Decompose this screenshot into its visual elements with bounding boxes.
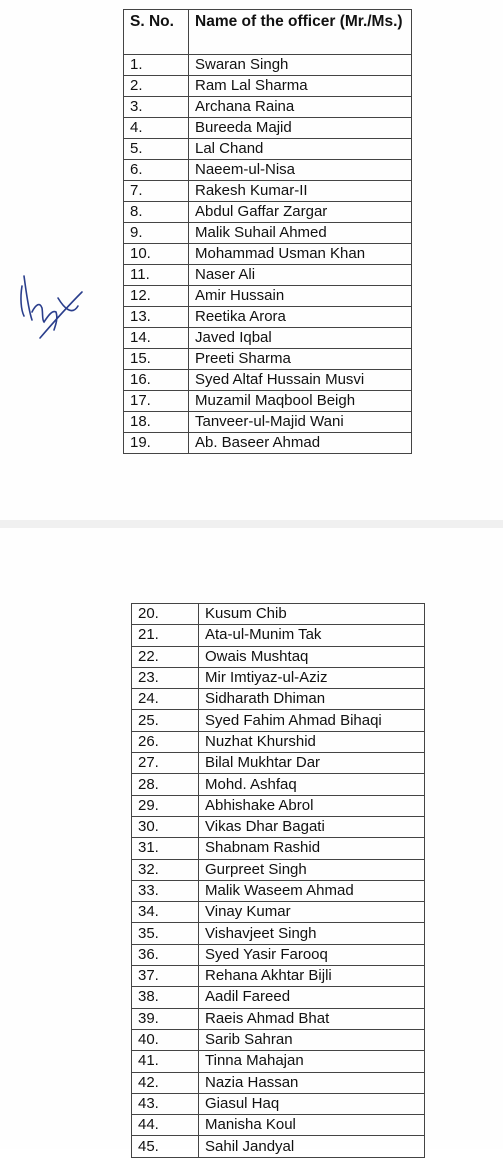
officer-name-cell: Muzamil Maqbool Beigh — [189, 391, 412, 412]
serial-number-cell: 19. — [124, 433, 189, 454]
officer-name-cell: Abdul Gaffar Zargar — [189, 202, 412, 223]
officer-name-cell: Mir Imtiyaz-ul-Aziz — [199, 667, 425, 688]
serial-number-cell: 5. — [124, 139, 189, 160]
officer-name-cell: Syed Yasir Farooq — [199, 944, 425, 965]
serial-number-cell: 9. — [124, 223, 189, 244]
page-separator — [0, 520, 503, 528]
officer-name-cell: Preeti Sharma — [189, 349, 412, 370]
document-page-1 — [0, 0, 503, 520]
officer-name-cell: Vinay Kumar — [199, 902, 425, 923]
table-row — [132, 1029, 425, 1050]
serial-number-cell: 34. — [132, 902, 199, 923]
officer-name-cell: Ata-ul-Munim Tak — [199, 625, 425, 646]
officer-name-cell: Vishavjeet Singh — [199, 923, 425, 944]
table-row — [132, 646, 425, 667]
serial-number-cell: 41. — [132, 1051, 199, 1072]
serial-number-cell: 21. — [132, 625, 199, 646]
serial-number-cell: 30. — [132, 816, 199, 837]
table-row — [124, 412, 412, 433]
table-row — [132, 604, 425, 625]
serial-number-cell: 42. — [132, 1072, 199, 1093]
officer-name-cell: Malik Waseem Ahmad — [199, 880, 425, 901]
officer-name-cell: Swaran Singh — [189, 55, 412, 76]
serial-number-cell: 17. — [124, 391, 189, 412]
officer-name-cell: Rehana Akhtar Bijli — [199, 966, 425, 987]
table-row — [132, 625, 425, 646]
serial-number-cell: 8. — [124, 202, 189, 223]
table-row — [132, 1093, 425, 1114]
serial-number-cell: 23. — [132, 667, 199, 688]
officer-name-cell: Archana Raina — [189, 97, 412, 118]
serial-number-cell: 6. — [124, 160, 189, 181]
table-row — [132, 795, 425, 816]
table-row — [132, 710, 425, 731]
officers-table-part-2 — [131, 603, 425, 1158]
table-row — [132, 923, 425, 944]
officer-name-cell: Rakesh Kumar-II — [189, 181, 412, 202]
table-row — [132, 838, 425, 859]
officer-name-cell: Gurpreet Singh — [199, 859, 425, 880]
table-row — [124, 76, 412, 97]
serial-number-cell: 44. — [132, 1115, 199, 1136]
serial-number-cell: 10. — [124, 244, 189, 265]
officer-name-cell: Bureeda Majid — [189, 118, 412, 139]
table-row — [124, 391, 412, 412]
table-row — [124, 349, 412, 370]
serial-number-cell: 39. — [132, 1008, 199, 1029]
serial-number-cell: 32. — [132, 859, 199, 880]
officer-name-cell: Amir Hussain — [189, 286, 412, 307]
serial-number-cell: 24. — [132, 689, 199, 710]
officer-name-cell: Nuzhat Khurshid — [199, 731, 425, 752]
table-row — [132, 859, 425, 880]
officer-name-cell: Ram Lal Sharma — [189, 76, 412, 97]
serial-number-cell: 28. — [132, 774, 199, 795]
table-row — [124, 181, 412, 202]
officer-name-cell: Owais Mushtaq — [199, 646, 425, 667]
serial-number-cell: 43. — [132, 1093, 199, 1114]
officer-name-cell: Bilal Mukhtar Dar — [199, 753, 425, 774]
officer-name-cell: Javed Iqbal — [189, 328, 412, 349]
table-row — [132, 774, 425, 795]
serial-number-cell: 37. — [132, 966, 199, 987]
table-row — [132, 753, 425, 774]
table-row — [132, 1115, 425, 1136]
officer-name-cell: Nazia Hassan — [199, 1072, 425, 1093]
serial-number-cell: 38. — [132, 987, 199, 1008]
officer-name-cell: Sidharath Dhiman — [199, 689, 425, 710]
table-row — [132, 731, 425, 752]
table-row — [124, 223, 412, 244]
serial-number-cell: 25. — [132, 710, 199, 731]
table-header-row — [124, 10, 412, 55]
serial-number-cell: 11. — [124, 265, 189, 286]
officer-name-header: Name of the officer (Mr./Ms.) — [189, 10, 412, 55]
table-row — [124, 118, 412, 139]
serial-number-cell: 14. — [124, 328, 189, 349]
officer-name-cell: Sarib Sahran — [199, 1029, 425, 1050]
officer-name-cell: Syed Fahim Ahmad Bihaqi — [199, 710, 425, 731]
serial-number-cell: 7. — [124, 181, 189, 202]
serial-number-cell: 2. — [124, 76, 189, 97]
table-row — [132, 667, 425, 688]
serial-number-cell: 3. — [124, 97, 189, 118]
table-row — [124, 139, 412, 160]
officer-name-cell: Shabnam Rashid — [199, 838, 425, 859]
officer-name-cell: Mohammad Usman Khan — [189, 244, 412, 265]
officer-name-cell: Sahil Jandyal — [199, 1136, 425, 1157]
serial-number-cell: 15. — [124, 349, 189, 370]
serial-number-cell: 33. — [132, 880, 199, 901]
table-row — [132, 944, 425, 965]
serial-number-cell: 40. — [132, 1029, 199, 1050]
table-row — [124, 244, 412, 265]
table-row — [132, 1008, 425, 1029]
table-row — [132, 987, 425, 1008]
table-row — [132, 816, 425, 837]
document-page-2 — [0, 528, 503, 1155]
table-row — [132, 880, 425, 901]
officer-name-cell: Malik Suhail Ahmed — [189, 223, 412, 244]
serial-number-cell: 36. — [132, 944, 199, 965]
table-row — [132, 966, 425, 987]
officer-name-cell: Tanveer-ul-Majid Wani — [189, 412, 412, 433]
serial-number-cell: 31. — [132, 838, 199, 859]
officer-name-cell: Naeem-ul-Nisa — [189, 160, 412, 181]
officers-table-part-1 — [123, 9, 412, 454]
table-row — [124, 433, 412, 454]
officer-name-cell: Kusum Chib — [199, 604, 425, 625]
officer-name-cell: Giasul Haq — [199, 1093, 425, 1114]
table-row — [132, 689, 425, 710]
table-row — [124, 202, 412, 223]
serial-number-cell: 13. — [124, 307, 189, 328]
serial-number-cell: 1. — [124, 55, 189, 76]
table-row — [124, 307, 412, 328]
serial-number-cell: 4. — [124, 118, 189, 139]
sno-header: S. No. — [124, 10, 189, 55]
table-row — [124, 370, 412, 391]
serial-number-cell: 12. — [124, 286, 189, 307]
officer-name-cell: Vikas Dhar Bagati — [199, 816, 425, 837]
officer-name-cell: Mohd. Ashfaq — [199, 774, 425, 795]
table-row — [132, 1051, 425, 1072]
serial-number-cell: 20. — [132, 604, 199, 625]
officer-name-cell: Manisha Koul — [199, 1115, 425, 1136]
officer-name-cell: Raeis Ahmad Bhat — [199, 1008, 425, 1029]
table-row — [132, 902, 425, 923]
serial-number-cell: 18. — [124, 412, 189, 433]
serial-number-cell: 27. — [132, 753, 199, 774]
table-row — [124, 97, 412, 118]
officer-name-cell: Reetika Arora — [189, 307, 412, 328]
serial-number-cell: 26. — [132, 731, 199, 752]
serial-number-cell: 35. — [132, 923, 199, 944]
table-row — [124, 328, 412, 349]
officer-name-cell: Ab. Baseer Ahmad — [189, 433, 412, 454]
table-row — [124, 160, 412, 181]
serial-number-cell: 45. — [132, 1136, 199, 1157]
table-row — [124, 55, 412, 76]
officer-name-cell: Naser Ali — [189, 265, 412, 286]
table-row — [124, 286, 412, 307]
serial-number-cell: 29. — [132, 795, 199, 816]
table-row — [124, 265, 412, 286]
officer-name-cell: Lal Chand — [189, 139, 412, 160]
officer-name-cell: Aadil Fareed — [199, 987, 425, 1008]
table-row — [132, 1136, 425, 1157]
officer-name-cell: Tinna Mahajan — [199, 1051, 425, 1072]
serial-number-cell: 16. — [124, 370, 189, 391]
signature-icon — [12, 268, 84, 344]
officer-name-cell: Abhishake Abrol — [199, 795, 425, 816]
serial-number-cell: 22. — [132, 646, 199, 667]
officer-name-cell: Syed Altaf Hussain Musvi — [189, 370, 412, 391]
table-row — [132, 1072, 425, 1093]
